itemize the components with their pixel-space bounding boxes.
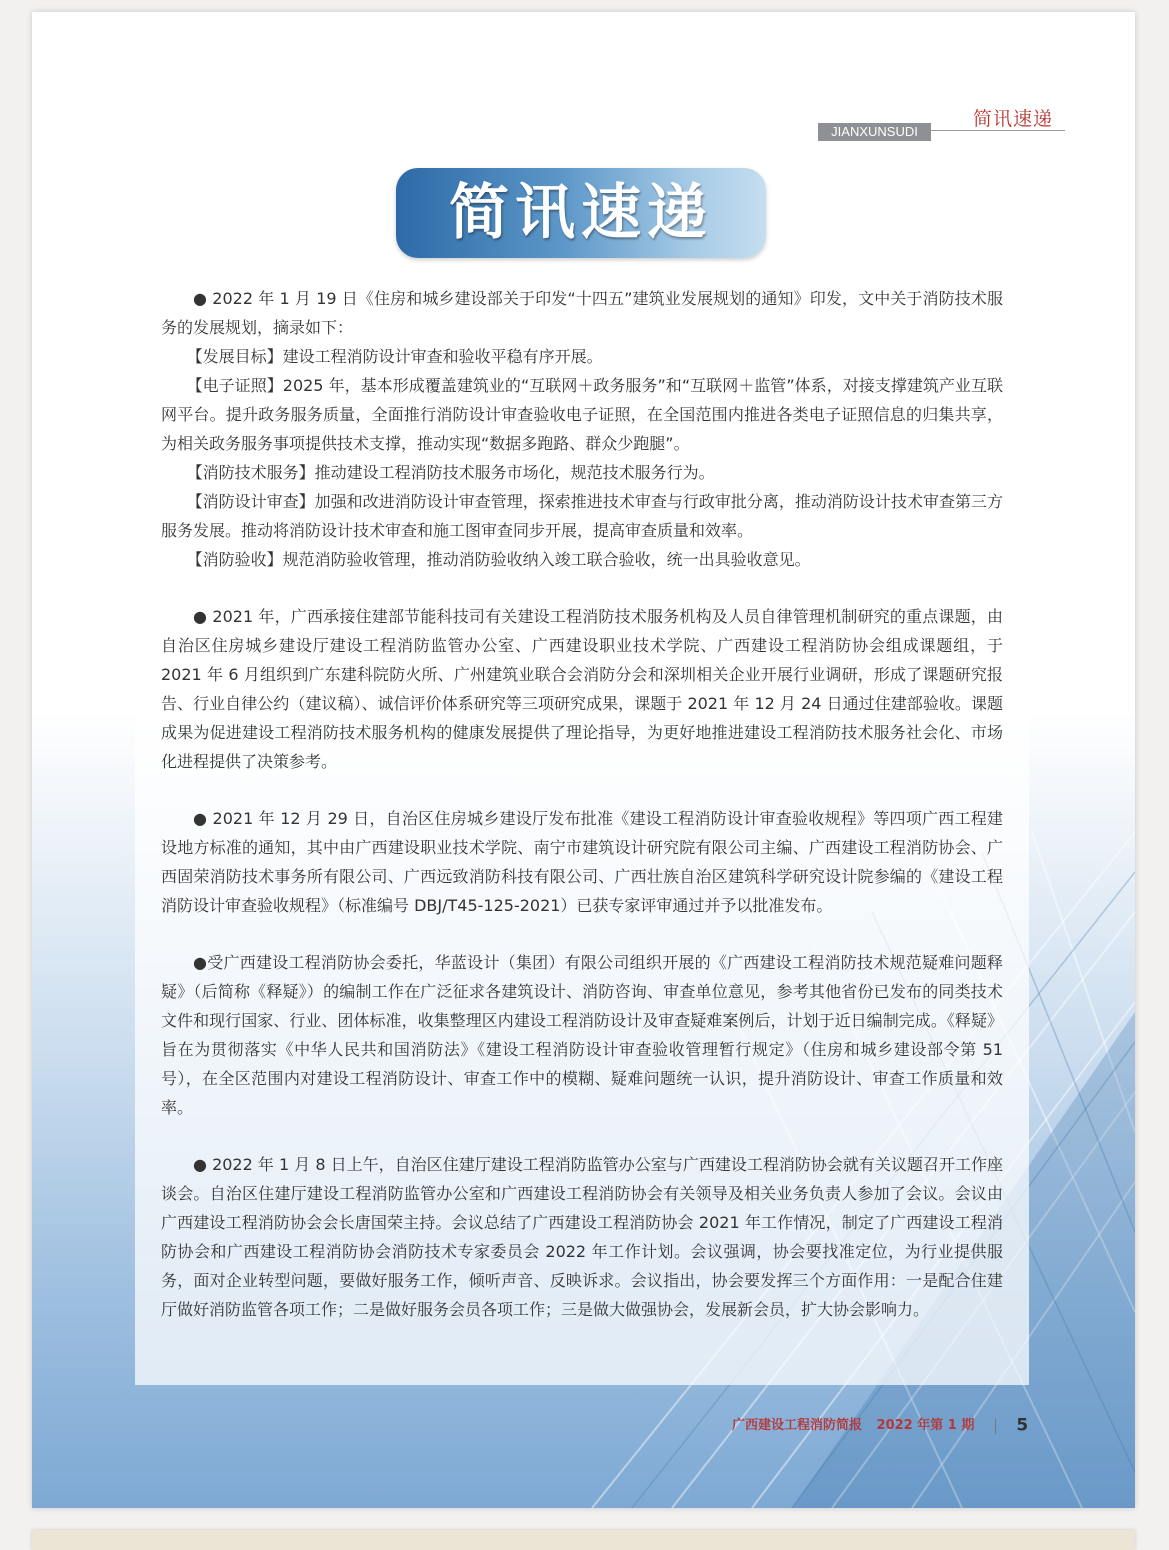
issue-label: 2022 年第 1 期 <box>876 1418 975 1433</box>
news-item-intro: ● 2022 年 1 月 8 日上午，自治区住建厅建设工程消防监管办公室与广西建设工程消防协会就有关议题召开工作座谈会。自治区住建厅建设工程消防监管办公室和广西建设工程消防协会有关领导及相关业务负责人参加了会议。会议由广西建设工程消防协会会长唐国荣主持。会议总结了广西建设工程消防协会 2021 年工作情况，制定了广西建设工程消防协会和广西建设工程消防协会消防技术专家委员会 2022 年工作计划。会议强调，协会要找准定位，为行业提供服务，面对企业转型问题，要做好服务工作，倾听声音、反映诉求。会议指出，协会要发挥三个方面作用：一是配合住建厅做好消防监管各项工作；二是做好服务会员各项工作；三是做大做强协会，发展新会员，扩大协会影响力。 <box>161 1155 1003 1319</box>
news-item-intro: ● 2021 年 12 月 29 日，自治区住房城乡建设厅发布批准《建设工程消防设计审查验收规程》等四项广西工程建设地方标准的通知，其中由广西建设职业技术学院、南宁市建筑设计研究院有限公司主编、广西建设工程消防协会、广西固荣消防技术事务所有限公司、广西远致消防科技有限公司、广西壮族自治区建筑科学研究设计院参编的《建设工程消防设计审查验收规程》（标准编号 DBJ/T45-125-2021）已获专家评审通过并予以批准发布。 <box>161 809 1003 915</box>
page-number: 5 <box>1016 1415 1029 1436</box>
news-point: 【消防技术服务】推动建设工程消防技术服务市场化，规范技术服务行为。 <box>186 463 715 482</box>
news-item-intro: ● 2021 年，广西承接住建部节能科技司有关建设工程消防技术服务机构及人员自律管理机制研究的重点课题，由自治区住房城乡建设厅建设工程消防监管办公室、广西建设职业技术学院、广西建设工程消防协会组成课题组，于 2021 年 6 月组织到广东建科院防火所、广州建筑业联合会消防分会和深圳相关企业开展行业调研，形成了课题研究报告、行业自律公约（建议稿）、诚信评价体系研究等三项研究成果，课题于 2021 年 12 月 24 日通过住建部验收。课题成果为促进建设工程消防技术服务机构的健康发展提供了理论指导，为更好地推进建设工程消防技术服务社会化、市场化进程提供了决策参考。 <box>161 607 1003 771</box>
news-item-intro: ●受广西建设工程消防协会委托，华蓝设计（集团）有限公司组织开展的《广西建设工程消防技术规范疑难问题释疑》（后简称《释疑》）的编制工作在广泛征求各建筑设计、消防咨询、审查单位意见，参考其他省份已发布的同类技术文件和现行国家、行业、团体标准，收集整理区内建设工程消防设计及审查疑难案例后，计划于近日编制完成。《释疑》旨在为贯彻落实《中华人民共和国消防法》《建设工程消防设计审查验收管理暂行规定》（住房和城乡建设部令第 51 号），在全区范围内对建设工程消防设计、审查工作中的模糊、疑难问题统一认识，提升消防设计、审查工作质量和效率。 <box>161 953 1003 1117</box>
news-item-intro: ● 2022 年 1 月 19 日《住房和城乡建设部关于印发“十四五”建筑业发展规划的通知》印发，文中关于消防技术服务的发展规划，摘录如下： <box>161 289 1003 337</box>
news-content <box>161 284 1003 1352</box>
news-point: 【电子证照】2025 年，基本形成覆盖建筑业的“互联网＋政务服务”和“互联网＋监管”体系，对接支撑建筑产业互联网平台。提升政务服务质量，全面推行消防设计审查验收电子证照，在全国范围内推进各类电子证照信息的归集共享，为相关政务服务事项提供技术支撑，推动实现“数据多跑路、群众少跑腿”。 <box>161 376 1003 453</box>
news-item-2 <box>161 602 1003 776</box>
magazine-page <box>32 12 1135 1508</box>
page-footer <box>732 1414 1032 1438</box>
news-item-1 <box>161 284 1003 574</box>
publication-name: 广西建设工程消防简报 <box>732 1418 863 1433</box>
news-point: 【发展目标】建设工程消防设计审查和验收平稳有序开展。 <box>186 347 603 366</box>
news-point: 【消防验收】规范消防验收管理，推动消防验收纳入竣工联合验收，统一出具验收意见。 <box>186 550 811 569</box>
news-item-3 <box>161 804 1003 920</box>
title-banner <box>396 168 766 258</box>
section-label-en: JIANXUNSUDI <box>818 123 931 141</box>
section-label-cn: 简讯速递 <box>972 108 1053 130</box>
news-item-4 <box>161 948 1003 1122</box>
page-title: 简讯速递 <box>449 178 713 248</box>
next-page-edge <box>32 1530 1135 1550</box>
news-point: 【消防设计审查】加强和改进消防设计审查管理，探索推进技术审查与行政审批分离，推动消防设计技术审查第三方服务发展。推动将消防设计技术审查和施工图审查同步开展，提高审查质量和效率。 <box>161 492 1003 540</box>
footer-divider <box>995 1418 996 1434</box>
news-item-5 <box>161 1150 1003 1324</box>
